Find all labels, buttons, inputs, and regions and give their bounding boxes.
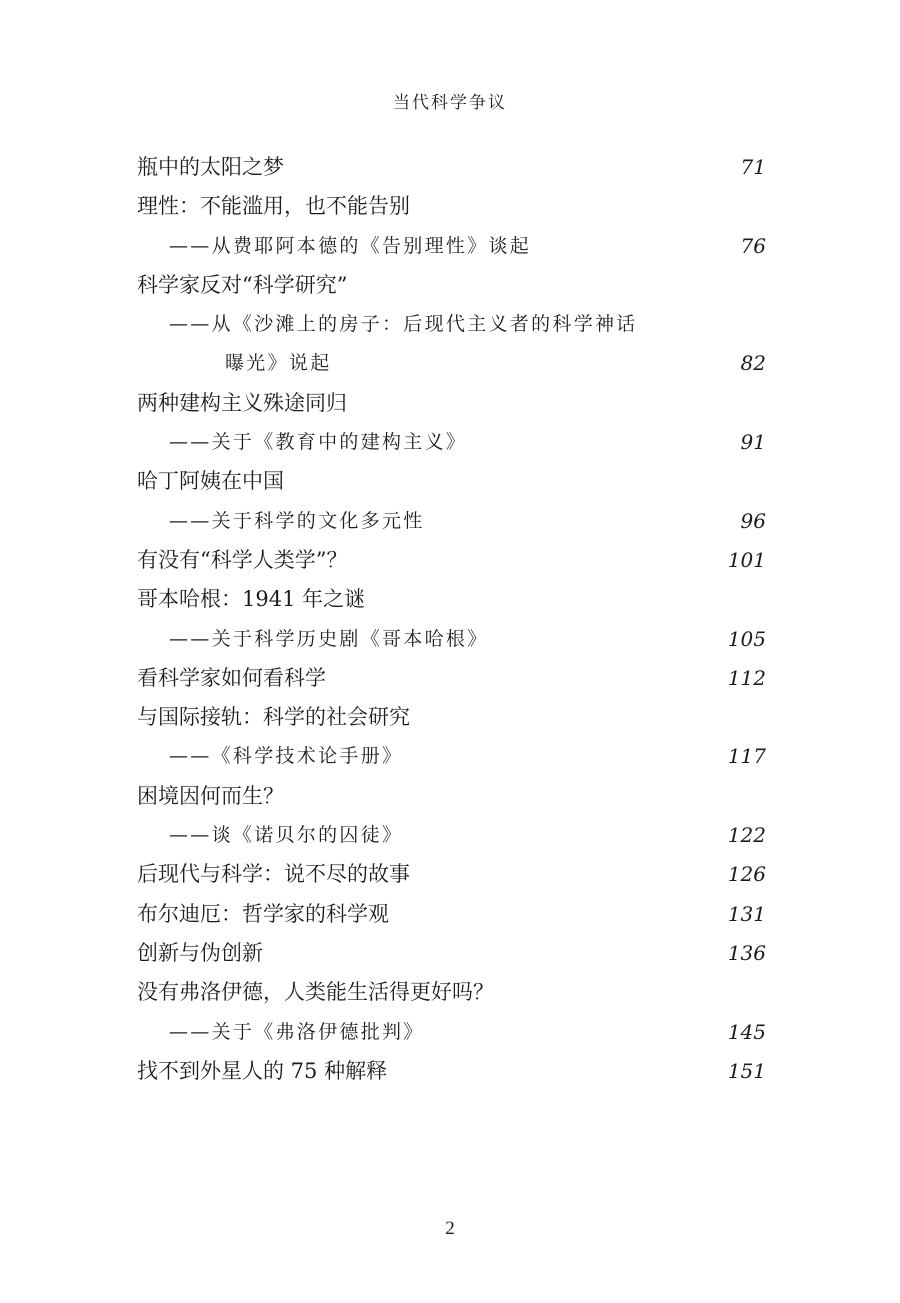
toc-entry-title: 困境因何而生？ <box>137 783 284 808</box>
toc-entry <box>137 227 766 266</box>
toc-entry <box>137 541 766 580</box>
toc-entry <box>137 502 766 541</box>
running-header: 当代科学争议 <box>393 93 507 113</box>
toc-entry-title: 有没有“科学人类学”？ <box>137 547 348 572</box>
toc-entry-title: 哥本哈根：1941 年之谜 <box>137 587 366 612</box>
toc-entry-title: 科学家反对“科学研究” <box>137 272 348 297</box>
toc-entry <box>137 423 766 462</box>
toc-entry <box>137 659 766 698</box>
toc-entry-title: 理性：不能滥用，也不能告别 <box>137 194 410 219</box>
toc-entry <box>137 816 766 855</box>
toc-entry <box>137 148 766 187</box>
toc-entry-title: ——从费耶阿本德的《告别理性》谈起 <box>169 234 532 257</box>
toc-entry-page-number: 105 <box>727 626 766 651</box>
toc-entry-page-number: 151 <box>727 1058 766 1083</box>
toc-entry-page-number: 131 <box>727 901 766 926</box>
toc-entry <box>137 895 766 934</box>
toc-entry-page-number: 71 <box>740 155 766 179</box>
toc-entry <box>137 737 766 776</box>
toc-entry-title: 布尔迪厄：哲学家的科学观 <box>137 901 389 926</box>
toc-entry-title: 曝光》说起 <box>225 352 332 375</box>
toc-entry-title: 哈丁阿姨在中国 <box>137 469 284 494</box>
toc-entry <box>137 266 766 305</box>
toc-entry-title: 创新与伪创新 <box>137 940 263 965</box>
toc-entry <box>137 462 766 501</box>
toc-entry-title: 后现代与科学：说不尽的故事 <box>137 862 410 887</box>
toc-entry-title: ——谈《诺贝尔的囚徒》 <box>169 824 404 847</box>
toc-entry <box>137 580 766 619</box>
toc-entry <box>137 344 766 383</box>
toc-entry <box>137 1013 766 1052</box>
toc-entry-page-number: 76 <box>740 233 766 258</box>
toc-entry-title: ——从《沙滩上的房子：后现代主义者的科学神话 <box>169 313 638 336</box>
toc-entry-title: 找不到外星人的 75 种解释 <box>137 1058 388 1083</box>
toc-entry-title: 两种建构主义殊途同归 <box>137 390 347 415</box>
table-of-contents <box>137 148 766 1091</box>
toc-entry <box>137 777 766 816</box>
toc-entry-title: ——关于《教育中的建构主义》 <box>169 431 468 454</box>
toc-entry-title: ——《科学技术论手册》 <box>169 745 404 768</box>
toc-entry <box>137 934 766 973</box>
page-number: 2 <box>445 1218 455 1239</box>
toc-entry-title: ——关于科学历史剧《哥本哈根》 <box>169 627 489 650</box>
toc-entry-page-number: 96 <box>740 508 766 533</box>
toc-entry-title: ——关于科学的文化多元性 <box>169 509 425 532</box>
toc-entry <box>137 973 766 1012</box>
toc-entry <box>137 384 766 423</box>
toc-entry-page-number: 82 <box>740 351 766 376</box>
toc-entry-title: ——关于《弗洛伊德批判》 <box>169 1020 425 1043</box>
toc-entry-page-number: 145 <box>727 1019 766 1044</box>
toc-entry <box>137 698 766 737</box>
toc-entry-title: 看科学家如何看科学 <box>137 665 326 690</box>
toc-entry-page-number: 136 <box>727 940 766 965</box>
toc-entry-page-number: 117 <box>727 744 766 769</box>
toc-entry-title: 与国际接轨：科学的社会研究 <box>137 705 410 730</box>
toc-entry-page-number: 126 <box>727 862 766 887</box>
toc-entry <box>137 1052 766 1091</box>
toc-entry-page-number: 101 <box>727 547 766 572</box>
toc-entry-page-number: 91 <box>740 430 766 455</box>
toc-entry-title: 瓶中的太阳之梦 <box>137 155 284 179</box>
toc-entry-page-number: 122 <box>727 823 766 848</box>
toc-entry <box>137 620 766 659</box>
toc-entry-title: 没有弗洛伊德，人类能生活得更好吗？ <box>137 980 494 1005</box>
toc-entry <box>137 305 766 344</box>
toc-entry-page-number: 112 <box>727 665 766 690</box>
toc-entry <box>137 187 766 226</box>
toc-entry <box>137 855 766 894</box>
